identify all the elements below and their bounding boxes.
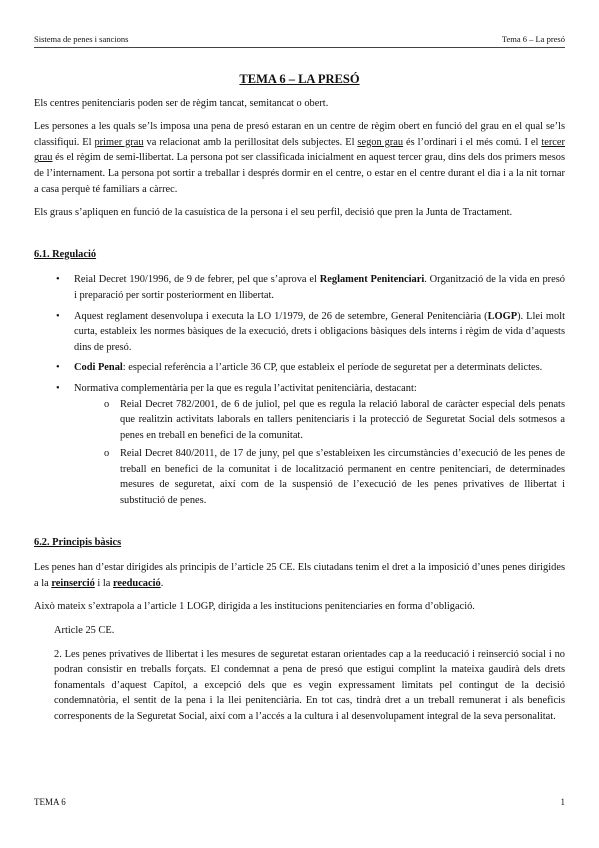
term-reeducacio: reeducació	[112, 577, 161, 589]
term-tercer-grau: tercer grau	[34, 136, 565, 164]
sub-list-item: o Reial Decret 782/2001, de 6 de juliol, pel que es regula la relació laboral de caràcter especial dels penats que realitzin activitats laborals en tallers penitenciaris i la protecció de Seguretat Social dels sotmesos a penes en treball en benefici de la comunitat.	[104, 397, 565, 444]
term-reinsercio: reinserció	[51, 577, 95, 589]
page-number: 1	[560, 797, 565, 807]
text-run: Les penes han d’estar dirigides als principis de l’article 25 CE. Els ciutadans tenim el dret a la imposició d’unes penes dirigides a la	[34, 562, 565, 589]
intro-paragraph-3: Els graus s’apliquen en funció de la casuística de la persona i el seu perfil, decisió que pren la Junta de Tractament.	[34, 207, 513, 219]
intro-paragraph-2	[34, 119, 565, 197]
document-body	[34, 72, 565, 733]
text-run: Normativa complementària per la que es regula l’activitat penitenciària, destacant:	[74, 382, 417, 394]
text-run: : especial referència a l’article 36 CP, que estableix el període de seguretat per a determinats delictes.	[122, 362, 543, 374]
page-header	[34, 34, 565, 48]
text-run: . Organització de la vida en presó i preparació per sortir posteriorment en llibertat.	[74, 274, 565, 301]
text-run: és l’ordinari i el més comú. I el	[403, 136, 542, 148]
regulation-list	[34, 272, 565, 508]
footer-topic: TEMA 6	[34, 797, 66, 807]
article-quote: 2. Les penes privatives de llibertat i les mesures de seguretat estaran orientades cap a la reeducació i reinserció social i no podran consistir en treballs forçats. El condemnat a pena de presó que estigui complint la mateixa gaudirà dels drets fonamentals d’aquest Capítol, a excepció dels que es vegin expressament limitats pel contingut de la decisió condemnatòria, el sentit de la pena i la llei penitenciària. En tot cas, tindrà dret a un treball remunerat i als beneficis corresponents de la Seguretat Social, així com a l’accés a la cultura i al desenvolupament integral de la seva personalitat.	[54, 648, 565, 722]
section-heading-regulacio: 6.1. Regulació	[34, 248, 97, 260]
text-run: .	[160, 577, 164, 589]
page-footer	[34, 797, 565, 807]
text-run: Reial Decret 190/1996, de 9 de febrer, pel que s’aprova el	[74, 274, 320, 286]
page-title: TEMA 6 – LA PRESÓ	[239, 72, 360, 86]
text-run: Les persones a les quals se’ls imposa una pena de presó estaran en un centre de règim obert en funció del grau en el qual se’ls classifiqui. El	[34, 121, 565, 148]
term-primer-grau: primer grau	[94, 136, 144, 148]
text-run: va relacionat amb la perillositat dels subjectes. El	[143, 136, 358, 148]
text-run: i la	[94, 577, 113, 589]
sub-list	[74, 397, 565, 509]
term-reglament: Reglament Penitenciari	[319, 274, 425, 286]
principles-paragraph-1	[34, 560, 565, 591]
list-item	[56, 381, 565, 509]
intro-paragraph-1: Els centres penitenciaris poden ser de règim tancat, semitancat o obert.	[34, 97, 329, 109]
text-run: ). Llei molt curta, estableix les normes bàsiques de la execució, drets i obligacions bàsiques dels interns i règim de vida d’aquests dins de presó.	[74, 310, 565, 353]
term-codi-penal: Codi Penal	[74, 362, 123, 374]
principles-paragraph-2: Això mateix s’extrapola a l’article 1 LOGP, dirigida a les institucions penitenciaries en forma d’obligació.	[34, 601, 475, 613]
text-run: és el règim de semi-llibertat. La persona pot ser classificada inicialment en aquest tercer grau, dins dels dos primers mesos de l’internament. La persona pot sortir a treballar i després dormir en el centre, o estar en el centre durant el dia i a la nit tornar a casa perquè té familiars a càrrec.	[34, 152, 565, 195]
term-logp: LOGP	[487, 310, 518, 322]
article-reference: Article 25 CE.	[54, 625, 115, 637]
list-item	[56, 272, 565, 303]
sub-list-item: o Reial Decret 840/2011, de 17 de juny, pel que s’estableixen les circumstàncies d’execució de les penes de treball en benefici de la comunitat i de localització permanent en centre penitenciari, de determinades mesures de seguretat, així com de la suspensió de l’execució de les penes privatives de llibertat i substitució de penes.	[104, 446, 565, 508]
list-item	[56, 309, 565, 356]
text-run: Aquest reglament desenvolupa i executa la LO 1/1979, de 26 de setembre, General Penitenciària (	[74, 310, 488, 322]
header-topic: Tema 6 – La presó	[501, 34, 565, 44]
section-heading-principis: 6.2. Principis bàsics	[34, 536, 122, 548]
header-course-name: Sistema de penes i sancions	[34, 34, 129, 44]
term-segon-grau: segon grau	[357, 136, 404, 148]
list-item	[56, 360, 565, 376]
